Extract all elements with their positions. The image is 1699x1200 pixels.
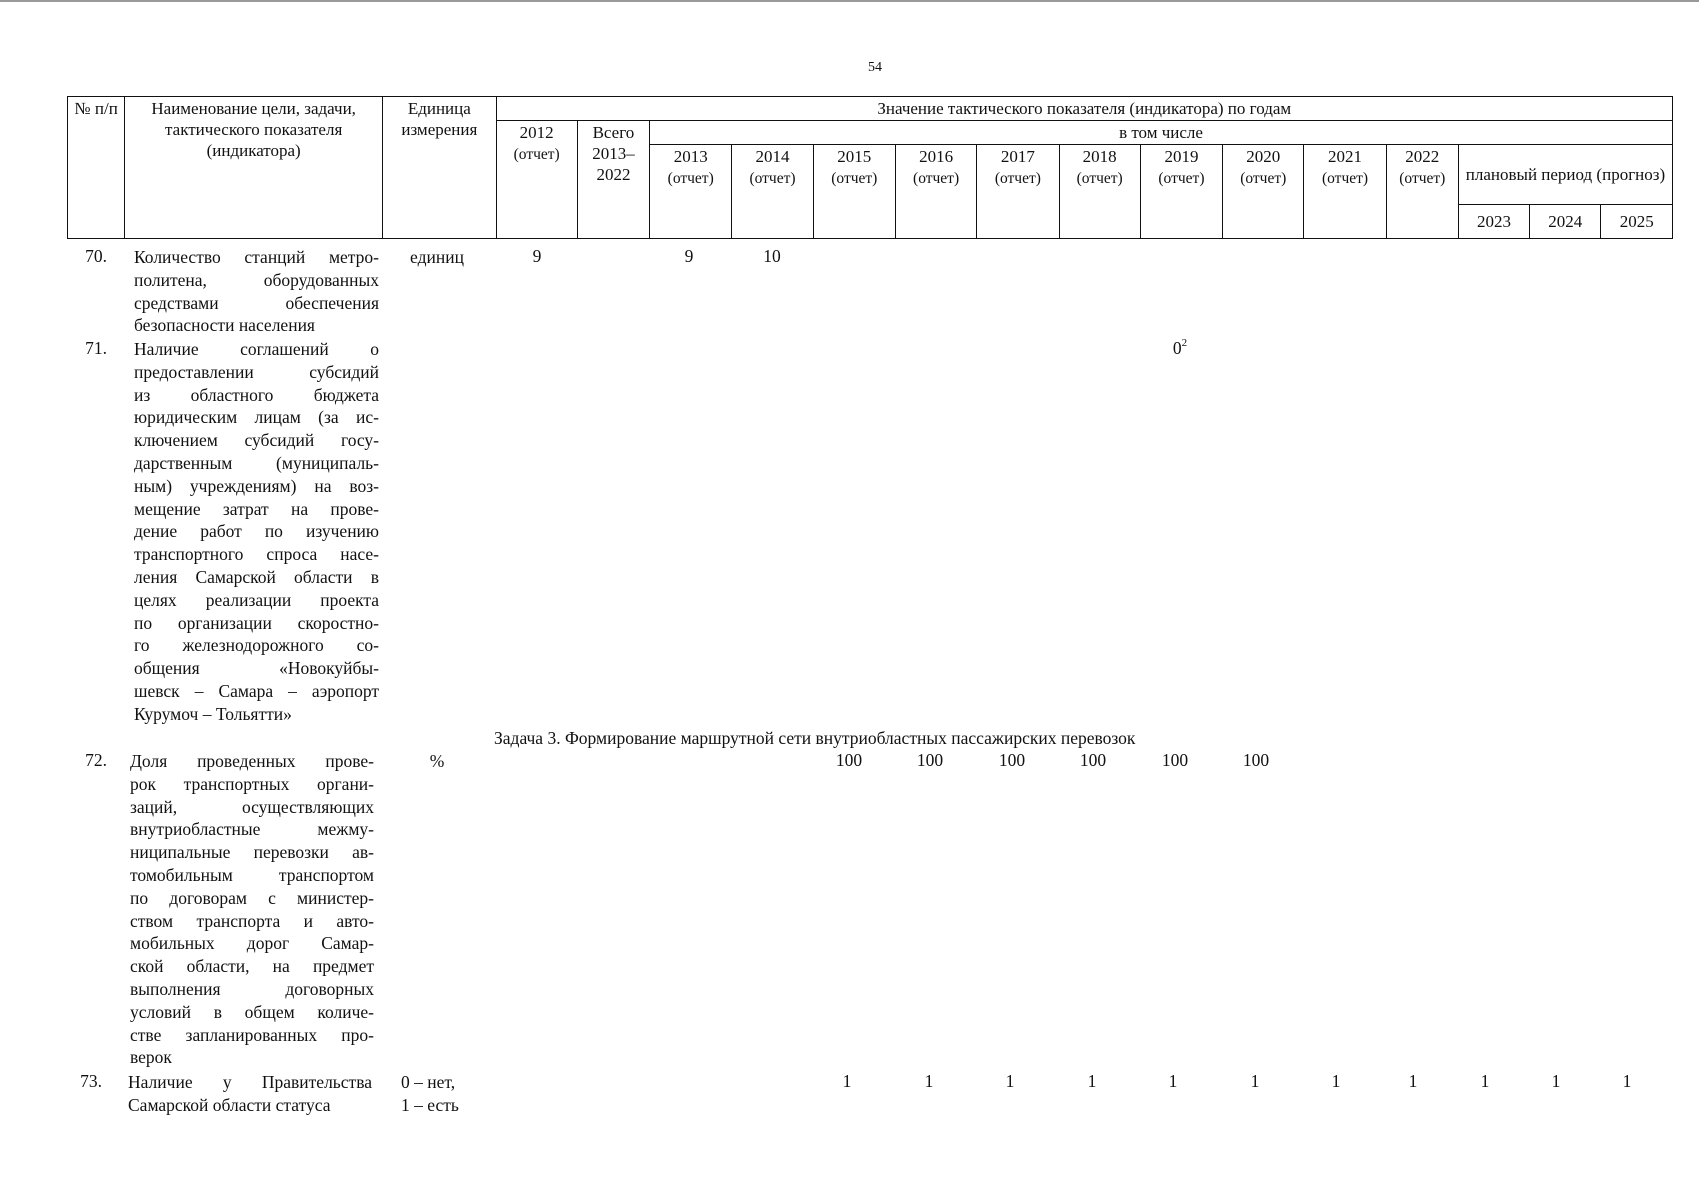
value-2013: 9 [684,246,694,266]
value-2024: 1 [1551,1071,1561,1091]
row-description: Количество станций метро- политена, оборудованных средствами обеспечения безопасности населения [134,247,379,336]
value-2015: 100 [835,750,863,770]
header-total: Всего 2013–2022 [577,121,649,239]
row-description: Доля проведенных прове- рок транспортных органи- заций, осуществляющих внутриобластные межму- ниципальные перевозки ав- томобильным транспортом по договорам с министер- ством транспорта и авто- мобильных дорог Самар- ской области, на предмет выполнения договорных условий в общем количе- стве запланированных про- верок [130,751,374,1068]
value-2023: 1 [1480,1071,1490,1091]
value-2012: 9 [532,246,542,266]
header-year-2018: 2018 (отчет) [1059,145,1140,239]
value-2017: 1 [1005,1071,1015,1091]
header-year-2015: 2015 (отчет) [813,145,895,239]
header-year-2020: 2020 (отчет) [1223,145,1304,239]
header-year-2019: 2019 (отчет) [1140,145,1222,239]
header-year-2022: 2022 (отчет) [1386,145,1458,239]
header-year-2013: 2013 (отчет) [650,145,732,239]
task-heading: Задача 3. Формирование маршрутной сети внутриобластных пассажирских перевозок [494,728,1136,748]
row-description: Наличие соглашений о предоставлении субсидий из областного бюджета юридическим лицам (за ис- ключением субсидий госу- дарственным (муниципаль- ным) учреждениям) на воз- мещение затрат на прове- дение работ по изучению транспортного спроса насе- ления Самарской области в целях реализации проекта по организации скоростно- го железнодорожного со- общения «Новокуйбы- шевск – Самара – аэропорт Курумоч – Тольятти» [134,339,379,724]
header-values-title: Значение тактического показателя (индикатора) по годам [496,97,1672,121]
header-unit: Единица измерения [383,97,496,239]
row-unit: единиц [410,247,464,267]
value-2015: 1 [842,1071,852,1091]
row-number: 71. [85,338,107,358]
value-2022: 1 [1408,1071,1418,1091]
value-2017: 100 [998,750,1026,770]
row-number: 72. [85,750,107,770]
value-2018: 100 [1079,750,1107,770]
header-year-2014: 2014 (отчет) [732,145,813,239]
header-year-2025: 2025 [1601,205,1673,239]
header-num: № п/п [68,97,125,239]
row-unit: 0 – нет, 1 – есть [401,1072,459,1115]
value-2021: 1 [1331,1071,1341,1091]
page-number: 54 [868,60,882,75]
header-year-2016: 2016 (отчет) [895,145,976,239]
row-description: Наличие у Правительства Самарской области статуса [128,1072,372,1115]
value-2020: 1 [1250,1071,1260,1091]
value-2019: $0^2$ [1172,337,1188,358]
value-2016: 1 [924,1071,934,1091]
header-year-2012: 2012 (отчет) [496,121,577,239]
header-including: в том числе [650,121,1673,145]
value-2019: 100 [1161,750,1189,770]
row-number: 70. [85,246,107,266]
row-unit: % [429,751,445,771]
row-number: 73. [80,1071,102,1091]
header-year-2017: 2017 (отчет) [977,145,1059,239]
value-2014: 10 [763,246,781,266]
header-year-2024: 2024 [1530,205,1601,239]
value-2016: 100 [916,750,944,770]
value-2019: 1 [1168,1071,1178,1091]
value-2018: 1 [1087,1071,1097,1091]
header-planned-period: плановый период (прогноз) [1458,145,1672,205]
value-2020: 100 [1242,750,1270,770]
header-year-2023: 2023 [1458,205,1529,239]
header-year-2021: 2021 (отчет) [1304,145,1386,239]
header-name: Наименование цели, задачи, тактического показателя (индикатора) [125,97,383,239]
value-2025: 1 [1622,1071,1632,1091]
